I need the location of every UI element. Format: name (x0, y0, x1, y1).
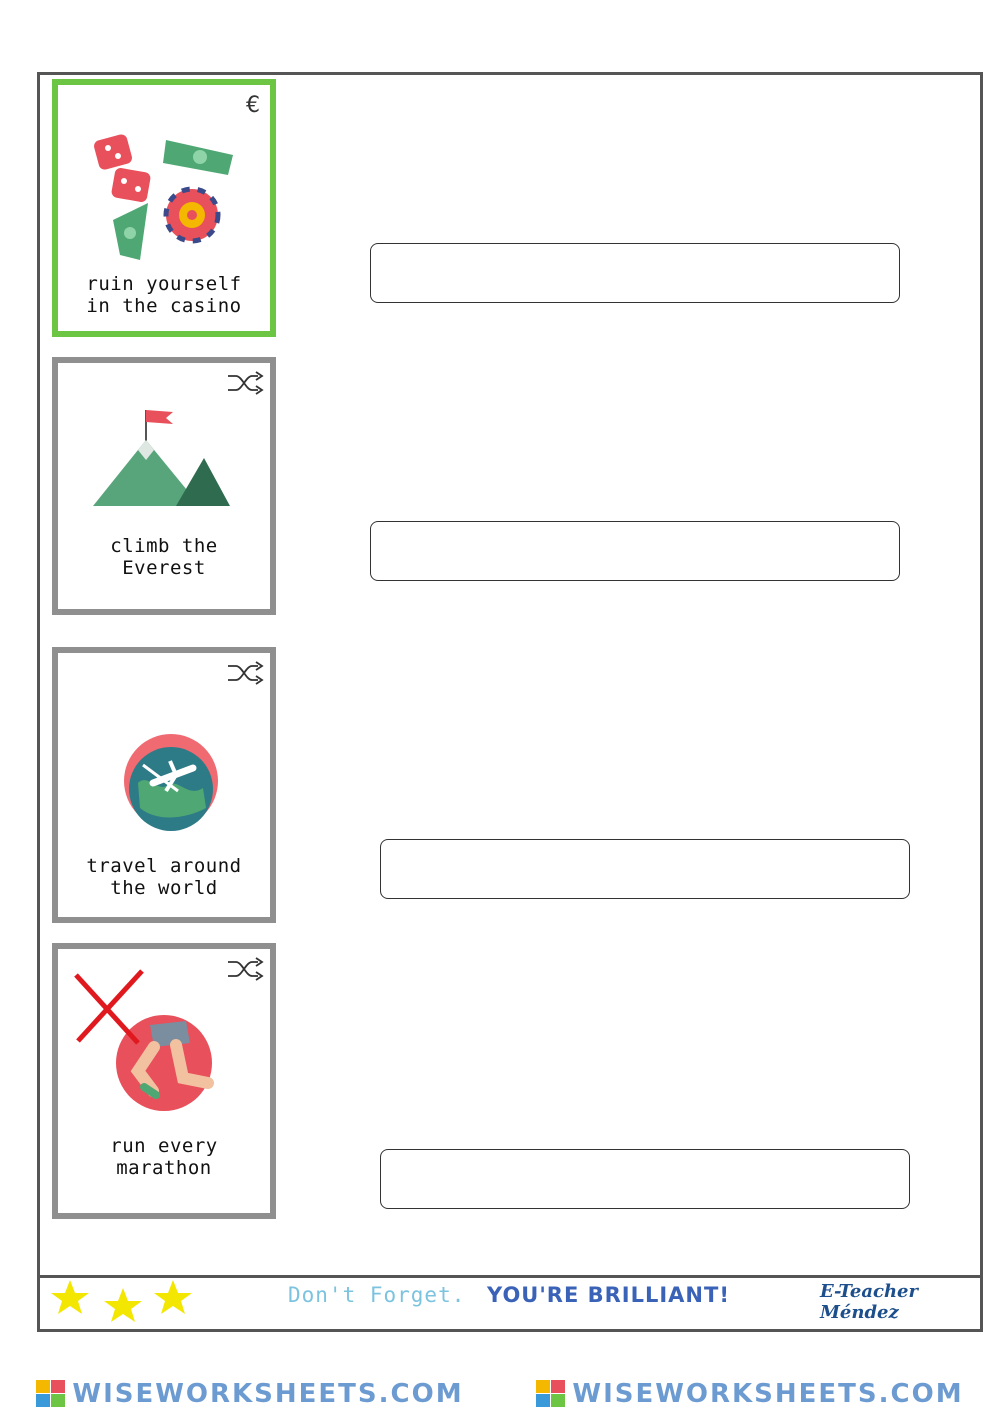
shuffle-icon (226, 661, 264, 685)
star-icon (154, 1280, 192, 1314)
runner-illustration (58, 963, 270, 1123)
star-icon (104, 1288, 142, 1322)
card-label-line1: travel around (86, 855, 242, 877)
star-icon (51, 1280, 89, 1314)
answer-box-4[interactable] (380, 1149, 910, 1209)
answer-box-3[interactable] (380, 839, 910, 899)
card-label-line2: Everest (122, 557, 206, 579)
card-label-line2: marathon (116, 1157, 212, 1179)
author-signature: E-Teacher Méndez (820, 1281, 918, 1323)
banner-item (36, 1379, 463, 1409)
card-label-line1: ruin yourself (86, 273, 242, 295)
logo-icon (536, 1380, 566, 1408)
card-marathon[interactable] (52, 943, 276, 1219)
card-label-line2: in the casino (86, 295, 242, 317)
banner-text: WISEWORKSHEETS.COM (72, 1379, 464, 1409)
mountain-illustration (58, 398, 270, 548)
answer-box-2[interactable] (370, 521, 900, 581)
slogan-part1: Don't Forget. (288, 1283, 466, 1307)
card-label-line1: climb the (110, 535, 218, 557)
globe-plane-illustration (58, 723, 270, 853)
logo-icon (36, 1380, 66, 1408)
slogan-part2: YOU'RE BRILLIANT! (487, 1283, 730, 1307)
euro-icon: € (246, 93, 260, 118)
stars-decoration (45, 1278, 215, 1328)
banner-text: WISEWORKSHEETS.COM (572, 1379, 964, 1409)
shuffle-icon (226, 371, 264, 395)
card-label-line1: run every (110, 1135, 218, 1157)
card-everest[interactable] (52, 357, 276, 615)
answer-box-1[interactable] (370, 243, 900, 303)
card-travel[interactable] (52, 647, 276, 923)
banner-item (536, 1379, 963, 1409)
watermark-banner (0, 1378, 1000, 1410)
card-label-line2: the world (110, 877, 218, 899)
casino-illustration (58, 115, 270, 275)
card-casino[interactable] (52, 79, 276, 337)
